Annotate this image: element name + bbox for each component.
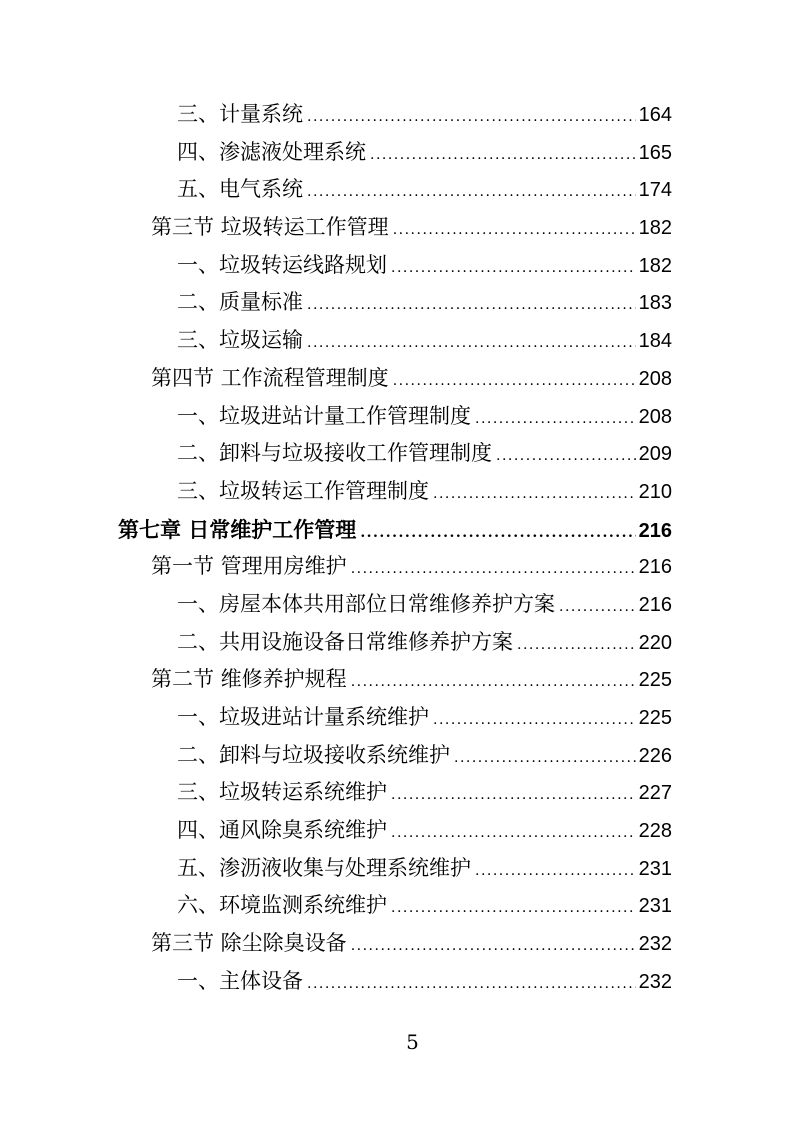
toc-entry-page: 183 xyxy=(638,292,672,315)
toc-entry-page: 231 xyxy=(638,857,672,880)
toc-entry-label: 第七章 日常维护工作管理 xyxy=(118,516,357,542)
toc-leader-dots xyxy=(351,551,636,589)
toc-leader-dots xyxy=(559,589,636,627)
toc-entry-page: 225 xyxy=(638,669,672,692)
toc-leader-dots xyxy=(393,363,636,401)
toc-entry-page: 220 xyxy=(638,631,672,654)
toc-entry[interactable] xyxy=(177,624,672,662)
toc-entry-page: 216 xyxy=(638,593,672,616)
toc-leader-dots xyxy=(307,966,636,1004)
toc-entry-label: 第一节 管理用房维护 xyxy=(151,554,347,579)
toc-leader-dots xyxy=(351,928,636,966)
toc-entry-page: 232 xyxy=(638,970,672,993)
toc-entry-label: 四、通风除臭系统维护 xyxy=(177,818,387,843)
toc-entry-label: 三、垃圾转运工作管理制度 xyxy=(177,478,429,503)
toc-entry-page: 164 xyxy=(638,104,672,126)
toc-entry[interactable] xyxy=(177,247,672,285)
toc-entry-label: 二、质量标准 xyxy=(177,290,303,315)
toc-entry[interactable] xyxy=(177,134,672,172)
toc-entry-label: 一、房屋本体共用部位日常维修养护方案 xyxy=(177,591,555,616)
toc-entry-page: 228 xyxy=(638,820,672,843)
toc-leader-dots xyxy=(307,174,636,212)
toc-entry-label: 一、垃圾进站计量工作管理制度 xyxy=(177,403,471,428)
toc-entry-label: 二、卸料与垃圾接收系统维护 xyxy=(177,742,450,767)
toc-leader-dots xyxy=(391,777,636,815)
toc-entry[interactable] xyxy=(177,284,672,322)
page-footer xyxy=(16,1029,793,1055)
toc-entry-page: 208 xyxy=(638,405,672,428)
toc-entry-page: 231 xyxy=(638,895,672,918)
toc-entry-page: 165 xyxy=(638,141,672,164)
toc-entry-label: 三、计量系统 xyxy=(177,102,303,126)
toc-leader-dots xyxy=(370,137,636,175)
toc-entry-label: 第四节 工作流程管理制度 xyxy=(151,365,389,390)
toc-entry[interactable] xyxy=(177,737,672,775)
toc-entry[interactable] xyxy=(151,209,672,247)
toc-entry-label: 一、垃圾转运线路规划 xyxy=(177,252,387,277)
toc-entry-label: 第三节 除尘除臭设备 xyxy=(151,931,347,956)
toc-entry-label: 五、电气系统 xyxy=(177,177,303,202)
toc-entry-label: 一、主体设备 xyxy=(177,968,303,993)
toc-leader-dots xyxy=(433,476,636,514)
toc-entry-label: 二、共用设施设备日常维修养护方案 xyxy=(177,629,513,654)
toc-entry-page: 182 xyxy=(638,217,672,240)
toc-entry-page: 208 xyxy=(638,367,672,390)
toc-entry-label: 二、卸料与垃圾接收工作管理制度 xyxy=(177,441,492,466)
toc-leader-dots xyxy=(391,890,636,928)
toc-entry-page: 209 xyxy=(638,443,672,466)
toc-entry-page: 216 xyxy=(638,519,672,542)
toc-entry[interactable] xyxy=(177,96,672,134)
toc-entry-label: 三、垃圾运输 xyxy=(177,328,303,353)
toc-entry[interactable] xyxy=(151,925,672,963)
toc-leader-dots xyxy=(360,515,635,553)
toc-leader-dots xyxy=(433,702,636,740)
toc-entry-page: 216 xyxy=(638,556,672,579)
toc-entry-page: 227 xyxy=(638,782,672,805)
toc-leader-dots xyxy=(517,627,636,665)
toc-entry[interactable] xyxy=(118,511,672,549)
toc-leader-dots xyxy=(307,287,636,325)
toc-leader-dots xyxy=(391,250,636,288)
toc-entry[interactable] xyxy=(177,171,672,209)
toc-entry-page: 226 xyxy=(638,744,672,767)
toc-leader-dots xyxy=(454,740,636,778)
toc-entry[interactable] xyxy=(177,963,672,1001)
toc-entry[interactable] xyxy=(177,887,672,925)
toc-leader-dots xyxy=(351,664,636,702)
toc-leader-dots xyxy=(393,212,636,250)
toc-leader-dots xyxy=(475,853,636,891)
toc-entry-page: 182 xyxy=(638,254,672,277)
toc-entry[interactable] xyxy=(177,586,672,624)
toc-entry[interactable] xyxy=(177,435,672,473)
toc-entry-label: 第三节 垃圾转运工作管理 xyxy=(151,215,389,240)
page-number: 5 xyxy=(406,1030,419,1054)
toc-entry-page: 184 xyxy=(638,330,672,353)
toc-entry-label: 四、渗滤液处理系统 xyxy=(177,139,366,164)
toc-entry[interactable] xyxy=(177,812,672,850)
toc-entry-label: 一、垃圾进站计量系统维护 xyxy=(177,705,429,729)
toc-entry[interactable] xyxy=(177,398,672,436)
toc-entry-page: 225 xyxy=(638,707,672,729)
table-of-contents xyxy=(0,96,672,1001)
toc-entry[interactable] xyxy=(177,322,672,360)
toc-leader-dots xyxy=(496,438,636,476)
toc-entry-page: 210 xyxy=(638,480,672,503)
toc-leader-dots xyxy=(391,815,636,853)
toc-entry[interactable] xyxy=(151,661,672,699)
toc-entry-label: 六、环境监测系统维护 xyxy=(177,893,387,918)
toc-leader-dots xyxy=(475,401,636,439)
toc-entry[interactable] xyxy=(177,473,672,511)
toc-entry[interactable] xyxy=(177,774,672,812)
toc-leader-dots xyxy=(307,325,636,363)
toc-entry[interactable] xyxy=(177,850,672,888)
toc-entry[interactable] xyxy=(177,699,672,737)
toc-entry-page: 174 xyxy=(638,179,672,202)
toc-leader-dots xyxy=(307,99,636,137)
toc-entry[interactable] xyxy=(151,548,672,586)
toc-entry[interactable] xyxy=(151,360,672,398)
toc-entry-label: 第二节 维修养护规程 xyxy=(151,667,347,692)
toc-entry-label: 三、垃圾转运系统维护 xyxy=(177,780,387,805)
toc-entry-label: 五、渗沥液收集与处理系统维护 xyxy=(177,855,471,880)
toc-entry-page: 232 xyxy=(638,933,672,956)
